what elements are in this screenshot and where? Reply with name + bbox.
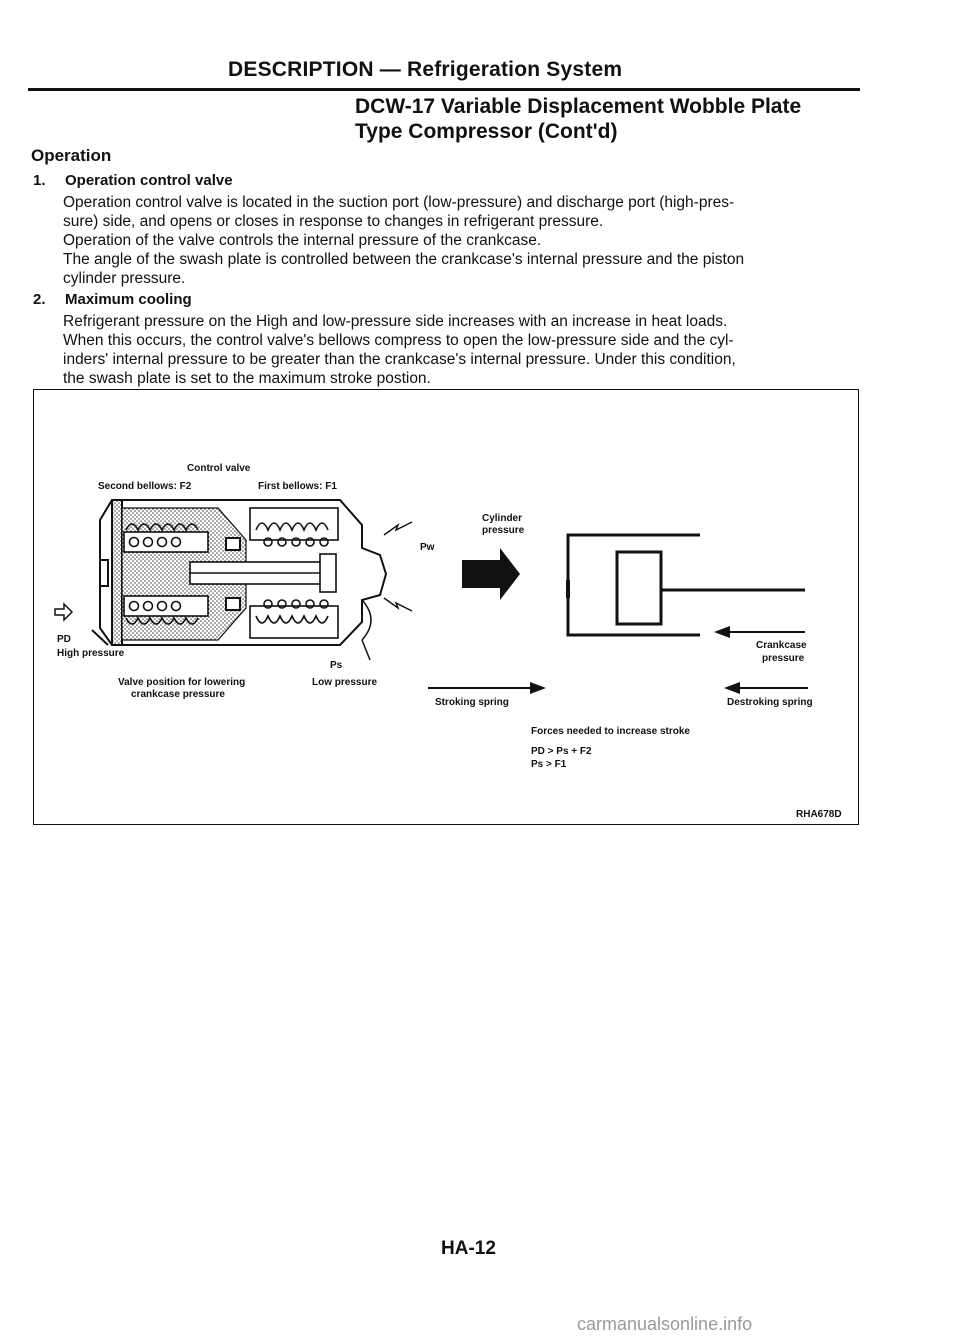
high-pressure-label: High pressure	[57, 648, 125, 659]
pw-arrows	[384, 522, 412, 611]
equation-1: PD > Ps + F2	[531, 746, 592, 757]
crankcase-pressure-label-2: pressure	[762, 653, 805, 664]
ps-label: Ps	[330, 660, 343, 671]
section-title: DESCRIPTION — Refrigeration System	[228, 58, 623, 81]
watermark: carmanualsonline.info	[577, 1314, 753, 1334]
destroking-spring-arrow	[724, 682, 808, 694]
page-number: HA-12	[441, 1238, 496, 1259]
item-number: 2.	[33, 291, 46, 308]
valve-position-label-2: crankcase pressure	[131, 689, 225, 700]
cylinder-pressure-arrow	[462, 548, 520, 600]
subtitle-line-2: Type Compressor (Cont'd)	[355, 120, 618, 143]
high-pressure-arrow	[55, 604, 72, 620]
valve-position-label-1: Valve position for lowering	[118, 677, 246, 688]
text-line: When this occurs, the control valve's bellows compress to open the low-pressure side and the cyl-	[63, 332, 734, 349]
text-line: cylinder pressure.	[63, 270, 186, 287]
text-line: Refrigerant pressure on the High and low-pressure side increases with an increase in heat loads.	[63, 313, 728, 330]
forces-title: Forces needed to increase stroke	[531, 726, 690, 737]
crankcase-pressure-label-1: Crankcase	[756, 640, 807, 651]
text-line: the swash plate is set to the maximum stroke postion.	[63, 370, 431, 387]
cylinder-pressure-label-2: pressure	[482, 525, 525, 536]
item-title: Maximum cooling	[65, 291, 192, 308]
text-line: Operation of the valve controls the internal pressure of the crankcase.	[63, 232, 542, 249]
item-number: 1.	[33, 172, 46, 189]
pd-label: PD	[57, 634, 71, 645]
figure-code: RHA678D	[796, 809, 842, 820]
control-valve-label: Control valve	[187, 463, 251, 474]
cylinder-pressure-label-1: Cylinder	[482, 513, 523, 524]
section-heading: Operation	[31, 146, 112, 165]
pw-label: Pw	[420, 542, 435, 553]
text-line: inders' internal pressure to be greater than the crankcase's internal pressure. Under this condition,	[63, 351, 736, 368]
low-pressure-line	[362, 600, 371, 660]
text-line: The angle of the swash plate is controlled between the crankcase's internal pressure and the piston	[63, 251, 745, 268]
low-pressure-label: Low pressure	[312, 677, 378, 688]
text-line: sure) side, and opens or closes in response to changes in refrigerant pressure.	[63, 213, 604, 230]
first-bellows-label: First bellows: F1	[258, 481, 337, 492]
item-title: Operation control valve	[65, 172, 233, 189]
stroking-spring-arrow	[428, 682, 546, 694]
equation-2: Ps > F1	[531, 759, 567, 770]
subtitle-line-1: DCW-17 Variable Displacement Wobble Plate	[355, 95, 802, 118]
stroking-spring-label: Stroking spring	[435, 697, 509, 708]
crankcase-pressure-arrow	[714, 626, 805, 638]
text-line: Operation control valve is located in the suction port (low-pressure) and discharge port (high-pres-	[63, 194, 735, 211]
piston	[617, 552, 805, 624]
second-bellows-label: Second bellows: F2	[98, 481, 192, 492]
destroking-spring-label: Destroking spring	[727, 697, 813, 708]
